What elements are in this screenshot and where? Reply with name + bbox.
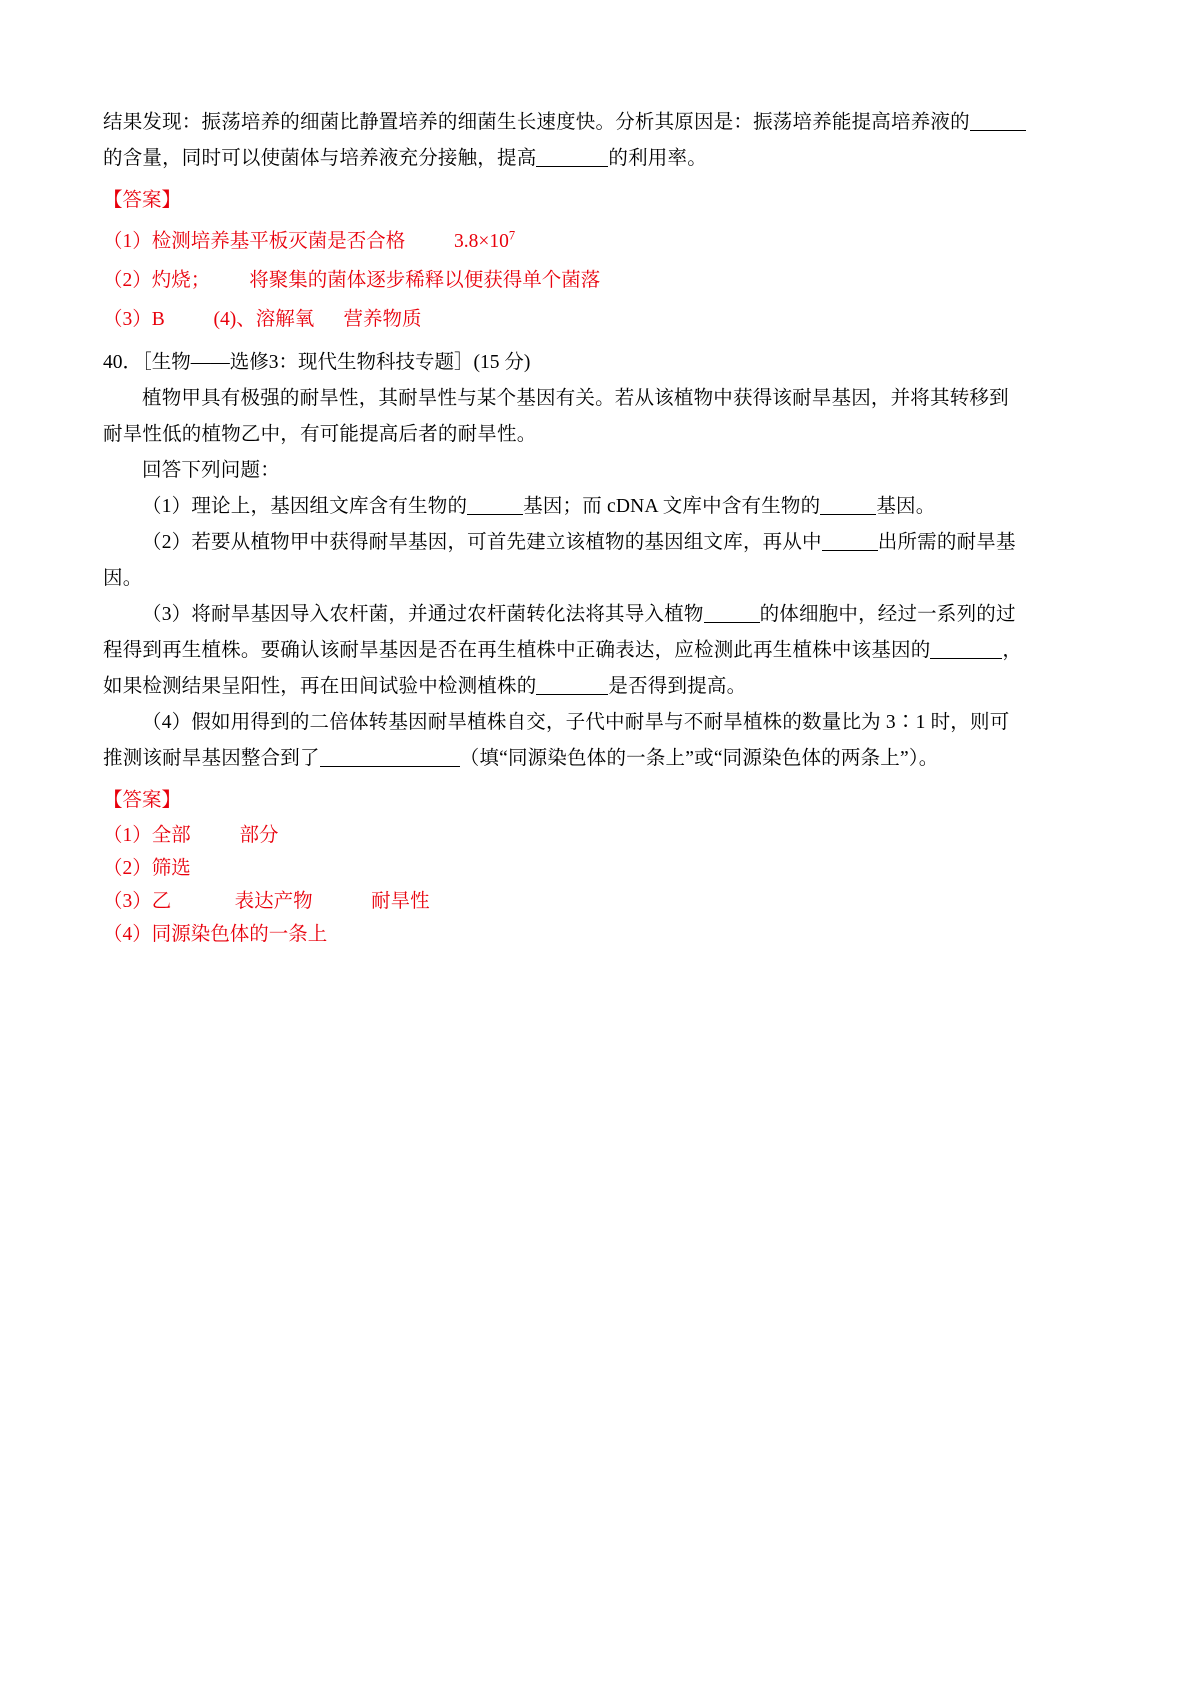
q39-body-line2 xyxy=(103,141,1097,177)
q39-body-text: 结果发现：振荡培养的细菌比静置培养的细菌生长速度快。分析其原因是：振荡培养能提高培养液的 xyxy=(103,112,970,133)
q40-stem-line1 xyxy=(103,381,1097,417)
item-2-text-c: 因。 xyxy=(103,568,143,589)
answer-extra-2: 耐旱性 xyxy=(371,891,430,912)
item-3-text-a: （3）将耐旱基因导入农杆菌，并通过农杆菌转化法将其导入植物 xyxy=(142,604,704,625)
item-2-text-b: 出所需的耐旱基 xyxy=(877,532,1016,553)
q39-body-text-2b: 的利用率。 xyxy=(608,148,707,169)
answer-extra: 3.8×10 xyxy=(454,231,509,252)
q40-item-4-line2 xyxy=(103,741,1097,777)
q40-item-1 xyxy=(103,489,1097,525)
answer-text: 筛选 xyxy=(151,858,191,879)
item-3-text-b: 的体细胞中，经过一系列的过 xyxy=(759,604,1016,625)
q40-item-3-line1 xyxy=(103,597,1097,633)
q39-body-text-2a: 的含量，同时可以使菌体与培养液充分接触，提高 xyxy=(103,148,537,169)
item-3-text-e: 如果检测结果呈阳性，再在田间试验中检测植株的 xyxy=(103,676,537,697)
fill-blank xyxy=(536,148,608,167)
answer-text: B xyxy=(151,309,165,330)
q40-item-4-line1 xyxy=(103,705,1097,741)
item-3-text-f: 是否得到提高。 xyxy=(608,676,747,697)
answer-number: （1） xyxy=(103,231,152,252)
fill-blank xyxy=(320,748,460,767)
q40-stem-text-2: 耐旱性低的植物乙中，有可能提高后者的耐旱性。 xyxy=(103,424,537,445)
q39-answer-3 xyxy=(103,303,1097,336)
fill-blank xyxy=(930,640,1002,659)
q39-answer-2 xyxy=(103,264,1097,297)
answer-extra: (4)、溶解氧 xyxy=(213,309,315,330)
answer-text: 同源染色体的一条上 xyxy=(151,924,328,945)
q40-item-2-line1 xyxy=(103,525,1097,561)
q40-answer-1 xyxy=(103,819,1097,852)
answer-number: （2） xyxy=(103,270,152,291)
fill-blank xyxy=(822,532,878,551)
q40-answer-3 xyxy=(103,885,1097,918)
item-2-text-a: （2）若要从植物甲中获得耐旱基因，可首先建立该植物的基因组文库，再从中 xyxy=(142,532,822,553)
fill-blank xyxy=(970,112,1026,131)
q39-answer-label: 【答案】 xyxy=(103,190,182,211)
answer-extra: 将聚集的菌体逐步稀释以便获得单个菌落 xyxy=(249,270,601,291)
item-4-text-c: （填“同源染色体的一条上”或“同源染色体的两条上”）。 xyxy=(459,748,939,769)
item-1-text-c: 基因。 xyxy=(876,496,936,517)
fill-blank xyxy=(467,496,523,515)
q40-answer-2 xyxy=(103,852,1097,885)
answer-number: （1） xyxy=(103,825,152,846)
fill-blank xyxy=(704,604,760,623)
fill-blank xyxy=(820,496,876,515)
answer-text: 灼烧； xyxy=(151,270,211,291)
item-4-text-a: （4）假如用得到的二倍体转基因耐旱植株自交，子代中耐旱与不耐旱植株的数量比为 3∶1 时，则可 xyxy=(142,712,1010,733)
q40-item-2-line2 xyxy=(103,561,1097,597)
q40-stem-text-1: 植物甲具有极强的耐旱性，其耐旱性与某个基因有关。若从该植物中获得该耐旱基因，并将其转移到 xyxy=(142,388,1009,409)
item-1-text-b: 基因；而 cDNA 文库中含有生物的 xyxy=(523,496,821,517)
item-3-text-c: 程得到再生植株。要确认该耐旱基因是否在再生植株中正确表达，应检测此再生植株中该基因的 xyxy=(103,640,931,661)
answer-text: 全部 xyxy=(151,825,191,846)
answer-number: （4） xyxy=(103,924,152,945)
answer-extra-2: 营养物质 xyxy=(343,309,422,330)
item-1-text-a: （1）理论上，基因组文库含有生物的 xyxy=(142,496,468,517)
q40-item-3-line3 xyxy=(103,669,1097,705)
answer-text: 乙 xyxy=(151,891,172,912)
item-4-text-b: 推测该耐旱基因整合到了 xyxy=(103,748,320,769)
answer-extra: 表达产物 xyxy=(234,891,313,912)
q40-heading: 40．［生物——选修3：现代生物科技专题］(15 分) xyxy=(103,352,531,373)
q40-stem-line2 xyxy=(103,417,1097,453)
q39-answer-1 xyxy=(103,225,1097,258)
answer-exponent: 7 xyxy=(508,228,516,243)
q40-prompt: 回答下列问题： xyxy=(142,460,280,481)
answer-number: （2） xyxy=(103,858,152,879)
q40-answer-label: 【答案】 xyxy=(103,790,182,811)
answer-number: （3） xyxy=(103,891,152,912)
fill-blank xyxy=(536,676,608,695)
answer-extra: 部分 xyxy=(239,825,279,846)
answer-number: （3） xyxy=(103,309,152,330)
answer-text: 检测培养基平板灭菌是否合格 xyxy=(151,231,406,252)
item-3-text-d: ， xyxy=(1002,640,1023,661)
q40-item-3-line2 xyxy=(103,633,1097,669)
q40-answer-4 xyxy=(103,918,1097,951)
q39-body-line1 xyxy=(103,105,1097,141)
